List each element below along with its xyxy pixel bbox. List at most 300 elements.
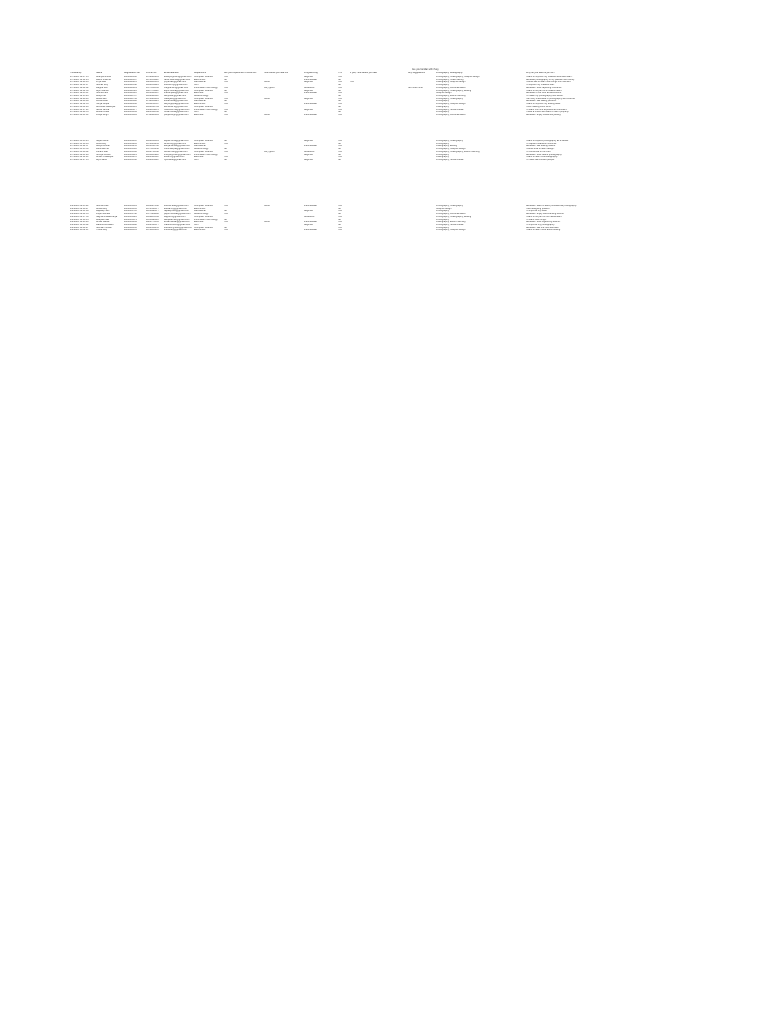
cell-q2: Good	[264, 97, 270, 100]
cell-program: Beginner	[304, 76, 314, 78]
header-vote: Photography Videography	[436, 72, 463, 74]
cell-registration: 2023000913	[124, 105, 137, 108]
cell-q1: No	[224, 89, 227, 92]
cell-yn: No	[338, 159, 341, 162]
cell-registration: 2023001879	[124, 218, 137, 221]
cell-timestamp: 4/7/2023 21:10:19	[70, 142, 89, 145]
cell-phone: 9477012345	[146, 86, 159, 89]
cell-department: Biotechnology	[194, 95, 209, 98]
cell-program: Beginner	[304, 140, 314, 142]
cell-yn: Yes	[338, 215, 342, 218]
cell-name: Arjun Mehta	[96, 89, 109, 92]
cell-vote: Photography, Graphic design	[436, 148, 466, 151]
cell-department: Mechanical	[194, 81, 206, 84]
cell-q1: Yes	[224, 81, 228, 84]
cell-reason: To explore my creative side.	[526, 84, 555, 87]
cell-q1: Yes	[224, 229, 228, 232]
cell-name: Rohan Dutta	[96, 111, 109, 114]
cell-timestamp: 4/7/2023 22:14:41	[70, 156, 89, 159]
cell-reason: I want to be part of a creative team.	[526, 89, 563, 92]
cell-yn: No	[338, 89, 341, 92]
cell-yn: Yes	[338, 150, 342, 153]
cell-vote: Photography, Videography	[436, 205, 463, 207]
cell-department: Electrical	[194, 221, 204, 224]
cell-reason: I want to improve my editing skills.	[526, 103, 561, 106]
cell-registration: 2023001478	[124, 156, 137, 159]
cell-timestamp: 4/8/2023 09:31:09	[70, 210, 89, 213]
cell-timestamp: 4/8/2023 11:02:51	[70, 229, 89, 232]
cell-other: Yes	[350, 81, 354, 84]
cell-name: Ritika Jain	[96, 97, 107, 100]
cell-q1: Yes	[224, 142, 228, 145]
cell-vote: Photography, Documentation	[436, 86, 466, 89]
cell-department: Civil	[194, 159, 199, 162]
cell-timestamp: 4/7/2023 18:52:38	[70, 89, 89, 92]
cell-phone: 9788020201	[146, 76, 159, 78]
cell-yn: No	[338, 148, 341, 151]
cell-phone: 9123998877	[146, 210, 159, 213]
cell-phone: 9830334455	[146, 226, 159, 229]
cell-registration: 2023002045	[124, 226, 137, 229]
cell-department: Information Technology	[194, 86, 218, 89]
cell-vote: Videography	[436, 105, 449, 108]
cell-registration: 2023001655	[124, 207, 137, 210]
cell-name: Sneha Paul	[96, 92, 108, 95]
cell-department: Information Technology	[194, 218, 218, 221]
cell-email: ankita.roy@gmail.com	[164, 207, 187, 210]
cell-name: Debjit Kar	[96, 95, 107, 98]
cell-program: Advanced	[304, 150, 315, 153]
cell-yn: Yes	[338, 108, 342, 111]
cell-yn: Yes	[338, 226, 342, 229]
cell-timestamp: 4/8/2023 09:57:58	[70, 215, 89, 218]
cell-phone: 9674001234	[146, 142, 159, 145]
cell-yn: No	[338, 153, 341, 156]
cell-email: rahul.sharma@gmail.com	[164, 78, 191, 81]
sheet-top-title: Are you familiar with rfvog	[412, 69, 439, 71]
cell-vote: Photography, Social media	[436, 159, 464, 162]
cell-name: Priya Das	[96, 81, 106, 84]
header-yn: Y/N	[338, 72, 342, 74]
header-q2: How would you rate our	[264, 72, 289, 74]
cell-name: Riya Saha	[96, 159, 107, 162]
cell-registration: 2023001034	[124, 111, 137, 114]
cell-reason: To learn new things.	[526, 218, 547, 221]
header-q1: Are you experience in AI/ML etc	[224, 72, 257, 74]
cell-department: Computer Science	[194, 215, 213, 218]
cell-q1: Yes	[224, 103, 228, 106]
cell-department: Computer Science	[194, 97, 213, 100]
cell-reason: To capture beautiful moments.	[526, 142, 557, 145]
cell-registration: 2023001203	[124, 142, 137, 145]
cell-yn: Yes	[338, 140, 342, 142]
table-row	[0, 159, 768, 162]
header-row	[0, 72, 768, 75]
cell-department: Computer Science	[194, 105, 213, 108]
cell-name: Ankita Roy	[96, 207, 108, 210]
cell-registration: 2023000856	[124, 103, 137, 106]
cell-q2: Very good	[264, 150, 275, 153]
cell-phone: 9830456789	[146, 105, 159, 108]
cell-name: Madhurima Basu	[96, 224, 114, 227]
cell-registration: 2023000187	[124, 78, 137, 81]
cell-q1: No	[224, 78, 227, 81]
cell-reason: I want to explore photography as a career.	[526, 140, 569, 142]
cell-yn: Yes	[338, 205, 342, 207]
cell-email: riya.saha@gmail.com	[164, 159, 187, 162]
cell-email: priya.das@gmail.com	[164, 81, 187, 84]
cell-registration: 2023001934	[124, 221, 137, 224]
cell-department: Electronics	[194, 142, 206, 145]
cell-timestamp: 4/8/2023 10:10:14	[70, 218, 89, 221]
cell-program: Beginner	[304, 108, 314, 111]
cell-vote: Videography, Editing	[436, 145, 457, 148]
cell-reason: Because I want to learn professional photography.	[526, 205, 577, 207]
cell-name: Sagnik Bhattacharya	[96, 215, 118, 218]
cell-name: Sourav Roy	[96, 84, 109, 87]
cell-name: Ishita Roy	[96, 142, 107, 145]
header-registration: Registration No	[124, 72, 140, 74]
cell-yn: Yes	[338, 145, 342, 148]
cell-program: Beginner	[304, 159, 314, 162]
cell-timestamp: 4/7/2023 19:28:40	[70, 97, 89, 100]
cell-name: Subham Ghosh	[96, 226, 112, 229]
cell-q2: Good	[264, 205, 270, 207]
cell-vote: Photography, Social media	[436, 224, 464, 227]
cell-timestamp: 4/8/2023 09:05:22	[70, 205, 89, 207]
cell-q1: No	[224, 140, 227, 142]
cell-registration: 2023000523	[124, 89, 137, 92]
cell-registration: 2023000611	[124, 92, 137, 95]
cell-phone: 9051122990	[146, 153, 159, 156]
cell-q1: No	[224, 210, 227, 213]
cell-timestamp: 4/7/2023 20:04:48	[70, 105, 89, 108]
cell-name: Vikram Rao	[96, 150, 108, 153]
cell-department: Electrical	[194, 114, 204, 117]
cell-yn: Yes	[338, 114, 342, 117]
cell-email: rajdeep.sen@gmail.com	[164, 210, 189, 213]
cell-email: sagnik.b@gmail.com	[164, 215, 186, 218]
cell-registration: 2023001990	[124, 224, 137, 227]
header-email: Email address	[164, 72, 179, 74]
cell-name: Ananya Ghosh	[96, 76, 112, 78]
cell-vote: Photography, Documentation	[436, 213, 466, 216]
cell-reason: Because I like taking pictures.	[526, 100, 557, 103]
cell-vote: Photography	[436, 111, 450, 114]
cell-email: shreya.ghosh@gmail.com	[164, 153, 191, 156]
cell-name: Soumik Das	[96, 205, 109, 207]
cell-vote: Videography, Event Planning	[436, 221, 466, 224]
cell-yn: Yes	[338, 210, 342, 213]
cell-vote: Videography, Graphic design	[436, 81, 466, 84]
cell-department: Computer Science	[194, 150, 213, 153]
cell-q1: No	[224, 159, 227, 162]
cell-department: Electrical	[194, 156, 204, 159]
cell-email: payel.mondal@gmail.com	[164, 213, 191, 216]
cell-email: sneha.paul@gmail.com	[164, 92, 189, 95]
cell-timestamp: 4/8/2023 09:44:35	[70, 213, 89, 216]
cell-q1: Yes	[224, 86, 228, 89]
cell-registration: 2023001532	[124, 159, 137, 162]
cell-reason: Because I like the club activities.	[526, 226, 560, 229]
cell-program: Intermediate	[304, 145, 317, 148]
cell-q1: Yes	[224, 97, 228, 100]
cell-yn: No	[338, 100, 341, 103]
cell-program: Intermediate	[304, 78, 317, 81]
cell-name: Rahul Sharma	[96, 78, 111, 81]
cell-name: Shreya Ghosh	[96, 153, 111, 156]
cell-phone: 9836223344	[146, 215, 159, 218]
cell-vote: Videography	[436, 156, 449, 159]
cell-registration: 2023001712	[124, 210, 137, 213]
cell-yn: Yes	[338, 221, 342, 224]
cell-phone: 9432556677	[146, 224, 159, 227]
cell-phone: 9748800991	[146, 114, 159, 117]
cell-timestamp: 4/7/2023 18:12:44	[70, 78, 89, 81]
cell-q1: Yes	[224, 150, 228, 153]
cell-yn: Yes	[338, 229, 342, 232]
cell-phone: 9903776655	[146, 221, 159, 224]
cell-phone: 9432109876	[146, 108, 159, 111]
cell-name: Trisha Dey	[96, 229, 108, 232]
cell-timestamp: 4/7/2023 21:48:02	[70, 150, 89, 153]
cell-vote: Photography, Videography, Editing	[436, 215, 472, 218]
cell-name: Megha Sen	[96, 86, 108, 89]
cell-registration: 2023000102	[124, 76, 137, 78]
cell-reason: I want to be part of the media team.	[526, 215, 563, 218]
cell-email: madhurima.b@gmail.com	[164, 224, 191, 227]
cell-registration: 2023001310	[124, 148, 137, 151]
cell-vote: Photography, Graphic design	[436, 103, 466, 106]
cell-program: Beginner	[304, 210, 314, 213]
cell-program: Intermediate	[304, 103, 317, 106]
cell-yn: Yes	[338, 156, 342, 159]
cell-program: Beginner	[304, 224, 314, 227]
cell-phone: 9007701122	[146, 89, 159, 92]
cell-department: Information Technology	[194, 108, 218, 111]
cell-email: pooja.singh@gmail.com	[164, 114, 189, 117]
cell-name: Kunal Bose	[96, 100, 108, 103]
cell-department: Civil	[194, 84, 199, 87]
cell-reason: I would like to learn new things from seniors.	[526, 81, 572, 84]
cell-registration: 2023000215	[124, 81, 137, 84]
cell-phone: 9051998811	[146, 218, 159, 221]
table-row	[0, 114, 768, 117]
cell-registration: 2023001768	[124, 213, 137, 216]
cell-department: Mechanical	[194, 210, 206, 213]
cell-reason: I want to learn cinematography.	[526, 156, 558, 159]
cell-email: megha.sen@gmail.com	[164, 86, 189, 89]
cell-vote: Photography	[436, 153, 450, 156]
cell-phone: 9748811223	[146, 100, 159, 103]
cell-phone: 9123400987	[146, 92, 159, 95]
cell-email: ananya.ghosh@gmail.com	[164, 76, 192, 78]
cell-email: ishita.roy@gmail.com	[164, 142, 186, 145]
cell-name: Payel Mondal	[96, 213, 110, 216]
cell-timestamp: 4/8/2023 10:23:40	[70, 221, 89, 224]
cell-program: Intermediate	[304, 221, 317, 224]
cell-reason: Because I enjoy visual storytelling.	[526, 114, 562, 117]
cell-department: Civil	[194, 111, 199, 114]
cell-yn: No	[338, 105, 341, 108]
cell-reason: To improve my skills.	[526, 210, 548, 213]
cell-yn: Yes	[338, 86, 342, 89]
cell-timestamp: 4/7/2023 19:40:09	[70, 100, 89, 103]
cell-yn: Yes	[338, 92, 342, 95]
cell-department: Electrical	[194, 92, 204, 95]
cell-yn: No	[338, 95, 341, 98]
cell-vote: Photography	[436, 218, 450, 221]
cell-registration: 2023000800	[124, 100, 137, 103]
cell-program: Intermediate	[304, 92, 317, 95]
cell-department: Computer Science	[194, 205, 213, 207]
cell-extra: Not much time	[408, 86, 423, 89]
cell-department: Computer Science	[194, 76, 213, 78]
cell-reason: I like designing posters.	[526, 207, 551, 210]
cell-program: Intermediate	[304, 229, 317, 232]
header-name: Name	[96, 72, 103, 74]
cell-timestamp: 4/7/2023 20:17:21	[70, 108, 89, 111]
cell-name: Pooja Singh	[96, 114, 109, 117]
cell-q1: No	[224, 218, 227, 221]
cell-vote: Photography, Videography	[436, 97, 463, 100]
cell-phone: 9674112233	[146, 229, 159, 232]
cell-name: Deepika Nair	[96, 218, 110, 221]
cell-program: Intermediate	[304, 205, 317, 207]
cell-department: Electronics	[194, 78, 206, 81]
cell-registration: 2023001366	[124, 150, 137, 153]
cell-yn: No	[338, 218, 341, 221]
cell-email: debjit.kar@gmail.com	[164, 95, 187, 98]
cell-timestamp: 4/7/2023 20:41:12	[70, 114, 89, 117]
cell-department: Computer Science	[194, 89, 213, 92]
cell-email: trisha.dey@gmail.com	[164, 229, 187, 232]
header-department: Department	[194, 72, 207, 74]
cell-phone: 9830012001	[146, 140, 159, 142]
cell-reason: Because I love capturing moments.	[526, 86, 562, 89]
cell-registration: 2023002101	[124, 229, 137, 232]
cell-q1: Yes	[224, 76, 228, 78]
cell-timestamp: 4/7/2023 19:15:26	[70, 95, 89, 98]
cell-reason: Because of the club achievements.	[526, 92, 562, 95]
cell-yn: Yes	[338, 97, 342, 100]
cell-timestamp: 4/7/2023 21:22:37	[70, 145, 89, 148]
cell-email: arjun.mehta@gmail.com	[164, 89, 189, 92]
cell-vote: Photography, Videography, Graphic design	[436, 76, 480, 78]
cell-email: tanya.gupta@gmail.com	[164, 103, 189, 106]
cell-phone: 9674556677	[146, 207, 159, 210]
cell-q1: Yes	[224, 205, 228, 207]
cell-vote: Graphic design	[436, 207, 452, 210]
cell-phone: 9903344556	[146, 111, 159, 114]
header-extra: Any suggestions	[408, 72, 425, 74]
cell-timestamp: 4/7/2023 22:27:13	[70, 159, 89, 162]
cell-name: Moumita Pal	[96, 148, 109, 151]
cell-department: Computer Science	[194, 140, 213, 142]
cell-program: Advanced	[304, 86, 315, 89]
cell-timestamp: 4/7/2023 21:35:50	[70, 148, 89, 151]
header-phone: Phone No	[146, 72, 157, 74]
cell-program: Intermediate	[304, 114, 317, 117]
cell-timestamp: 4/7/2023 20:29:55	[70, 111, 89, 114]
cell-yn: No	[338, 78, 341, 81]
cell-q1: No	[224, 226, 227, 229]
cell-email: moumita.pal@gmail.com	[164, 148, 190, 151]
cell-name: Tanya Gupta	[96, 103, 110, 106]
cell-reason: To meet like-minded people.	[526, 159, 555, 162]
cell-q1: Yes	[224, 156, 228, 159]
cell-phone: 9836600112	[146, 95, 159, 98]
cell-timestamp: 4/7/2023 18:44:02	[70, 86, 89, 89]
cell-registration: 2023000419	[124, 86, 137, 89]
cell-registration: 2023001601	[124, 205, 137, 207]
cell-vote: Photography	[436, 226, 450, 229]
cell-department: Computer Science	[194, 226, 213, 229]
cell-reason: I love making short films.	[526, 105, 552, 108]
cell-vote: Photography	[436, 100, 450, 103]
cell-reason: To improve my photography.	[526, 224, 555, 227]
cell-yn: Yes	[338, 76, 342, 78]
cell-email: aman.c@gmail.com	[164, 156, 185, 159]
cell-reason: I want to improve my creative skills and learn.	[526, 76, 573, 78]
cell-yn: No	[338, 207, 341, 210]
cell-yn: No	[338, 224, 341, 227]
cell-phone: 9836712340	[146, 150, 159, 153]
cell-timestamp: 4/7/2023 18:07:13	[70, 76, 89, 78]
cell-email: rohan.dutta@gmail.com	[164, 111, 189, 114]
cell-email: soumik.das@gmail.com	[164, 205, 189, 207]
cell-email: sourav.roy@gmail.com	[164, 84, 188, 87]
cell-name: Abhishek Banerjee	[96, 105, 116, 108]
cell-yn: No	[338, 84, 341, 87]
cell-vote: Photography, Event Planning	[436, 95, 466, 98]
cell-department: Electronics	[194, 207, 206, 210]
cell-department: Mechanical	[194, 100, 206, 103]
cell-vote: Graphic design	[436, 92, 452, 95]
cell-registration: 2023001150	[124, 140, 137, 142]
cell-vote: Photography, Documentation	[436, 114, 466, 117]
cell-timestamp: 4/8/2023 10:49:27	[70, 226, 89, 229]
cell-name: Rajdeep Sen	[96, 210, 110, 213]
cell-q1: Yes	[224, 108, 228, 111]
cell-name: Arnab Sarkar	[96, 221, 110, 224]
cell-department: Mechanical	[194, 145, 206, 148]
cell-phone: 9674422901	[146, 97, 159, 100]
cell-email: ritika.jain@gmail.com	[164, 97, 186, 100]
cell-registration: 2023000342	[124, 84, 137, 87]
cell-registration: 2023001091	[124, 114, 137, 117]
cell-name: Aman Chatterjee	[96, 156, 114, 159]
cell-program: Beginner	[304, 81, 314, 84]
cell-reason: I have a DSLR and want to use it properly.	[526, 111, 569, 114]
cell-email: deepika.nair@gmail.com	[164, 218, 190, 221]
cell-phone: 9830987650	[146, 205, 159, 207]
header-reason: Why do you want to join us?	[526, 72, 555, 74]
cell-department: Electronics	[194, 103, 206, 106]
cell-reason: To contribute to the club.	[526, 150, 552, 153]
cell-reason: Because I love nature photography.	[526, 153, 563, 156]
cell-department: Information Technology	[194, 153, 218, 156]
cell-yn: No	[338, 111, 341, 114]
cell-yn: Yes	[338, 103, 342, 106]
cell-phone: 9903300112	[146, 156, 159, 159]
cell-timestamp: 4/7/2023 22:01:28	[70, 153, 89, 156]
cell-phone: 9477889900	[146, 213, 159, 216]
cell-reason: Because photography is my passion and hobby.	[526, 78, 575, 81]
cell-timestamp: 4/7/2023 19:03:11	[70, 92, 89, 95]
cell-vote: Photography	[436, 210, 450, 213]
cell-department: Civil	[194, 224, 199, 227]
